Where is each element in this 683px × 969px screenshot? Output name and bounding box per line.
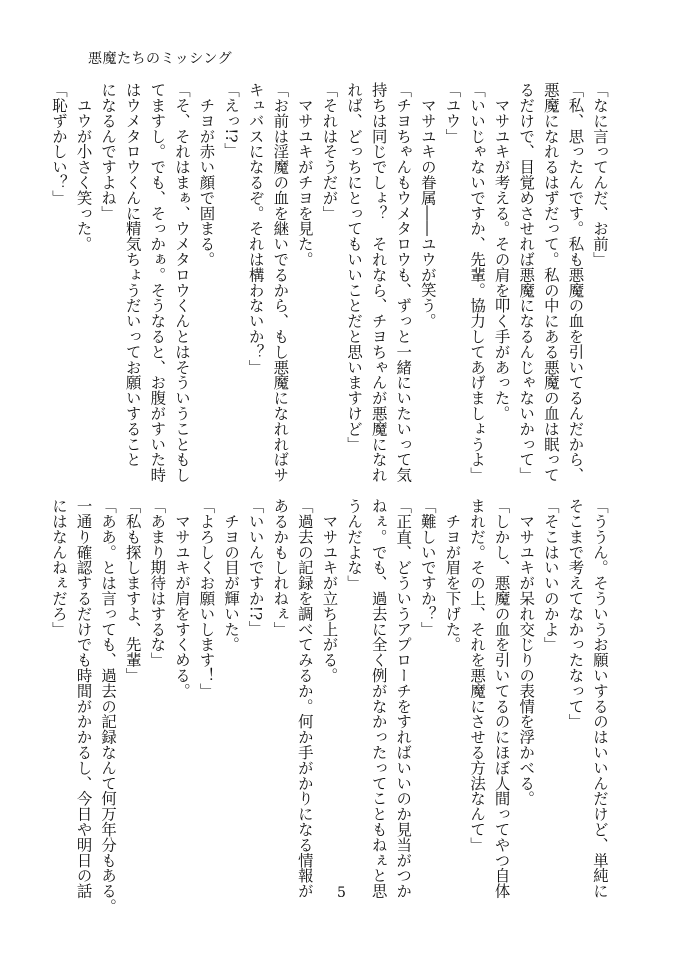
text-line: 「なに言ってんだ、お前」 <box>591 82 609 267</box>
text-line: マサユキが肩をすくめる。 <box>172 498 191 699</box>
text-line: 「私も探しますよ、先輩」 <box>123 498 142 683</box>
page-number: 5 <box>337 885 346 901</box>
text-line: チヨの目が輝いた。 <box>222 498 241 652</box>
text-line: てますし。でも、そっかぁ。そうなると、お腹がすいた時 <box>148 82 167 483</box>
text-line: 「ううん。そういうお願いするのはいいんだけど、単純に <box>591 498 609 899</box>
text-line: キュバスになるぞ。それは構わないか？」 <box>246 82 265 375</box>
text-line: 「そ、それはまぁ、ウメタロウくんとはそういうこともし <box>172 82 191 483</box>
text-line: 「私、思ったんです。私も悪魔の血を引いてるんだから、 <box>566 82 585 483</box>
text-line: 一通り確認するだけでも時間がかかるし、今日や明日の話 <box>74 498 93 899</box>
text-line: 持ちは同じでしょ？ それなら、チヨちゃんが悪魔になれ <box>369 82 388 483</box>
text-line: 悪魔になれるはずだって。私の中にある悪魔の血は眠って <box>541 82 560 483</box>
text-line: そこまで考えてなかったなって」 <box>566 498 585 729</box>
text-line: うんだよな」 <box>345 498 364 591</box>
text-line: 「恥ずかしい？」 <box>49 82 68 206</box>
text-line: 「正直、どういうアプローチをすればいいのか見当がつか <box>394 498 413 899</box>
text-line: マサユキの眷属――ユウが笑う。 <box>418 82 437 329</box>
text-line: 「いいんですか!?」 <box>246 498 265 636</box>
text-line: ユウが小さく笑った。 <box>74 82 93 252</box>
text-line: チヨが眉を下げた。 <box>443 498 462 652</box>
text-line: 「えっ!?」 <box>222 82 241 159</box>
text-line: ねぇ。でも、過去に全く例がなかったってこともねぇと思 <box>369 498 388 899</box>
text-line: にはなんねぇだろ」 <box>49 498 68 637</box>
text-line: チヨが赤い顔で固まる。 <box>197 82 216 267</box>
text-line: マサユキが考える。その肩を叩く手があった。 <box>492 82 511 421</box>
body-text-upper <box>49 82 612 483</box>
text-line: になるんですよね」 <box>99 82 118 221</box>
running-title: 悪魔たちのミッシング <box>88 51 233 67</box>
text-line: 「チヨちゃんもウメタロウも、ずっと一緒にいたいって気 <box>394 82 413 483</box>
text-line: 「よろしくお願いします！」 <box>197 498 216 699</box>
text-line: 「しかし、悪魔の血を引いてるのにほぼ人間ってやつ自体 <box>492 498 511 899</box>
text-line: 「ああ。とは言っても、過去の記録なんて何万年分もある。 <box>99 498 118 914</box>
text-line: 「いいじゃないですか、先輩。協力してあげましょうよ」 <box>468 82 487 483</box>
text-line: るだけで、目覚めさせれば悪魔になるんじゃないかって」 <box>517 82 536 483</box>
text-line: 「お前は淫魔の血を継いでるから、もし悪魔になれればサ <box>271 82 290 483</box>
text-line: はウメタロウくんに精気ちょうだいってお願いすること <box>123 82 142 467</box>
text-line: あるかもしれねぇ」 <box>271 498 290 637</box>
text-line: 「過去の記録を調べてみるか。何か手がかりになる情報が <box>295 498 314 899</box>
text-line: マサユキが立ち上がる。 <box>320 498 339 683</box>
text-line: れば、どっちにとってもいいことだと思いますけど」 <box>345 82 364 452</box>
text-line: マサユキがチヨを見た。 <box>295 82 314 267</box>
text-line: マサユキが呆れ交じりの表情を浮かべる。 <box>517 498 536 806</box>
text-line: 「難しいですか？」 <box>418 498 437 637</box>
body-text-lower <box>49 498 612 914</box>
text-line: まれだ。その上、それを悪魔にさせる方法なんて」 <box>468 498 487 853</box>
text-line: 「あまり期待はするな」 <box>148 498 167 668</box>
text-line: 「そこはいいのかよ」 <box>541 498 560 652</box>
text-line: 「ユウ」 <box>443 82 462 144</box>
text-line: 「それはそうだが」 <box>320 82 339 221</box>
